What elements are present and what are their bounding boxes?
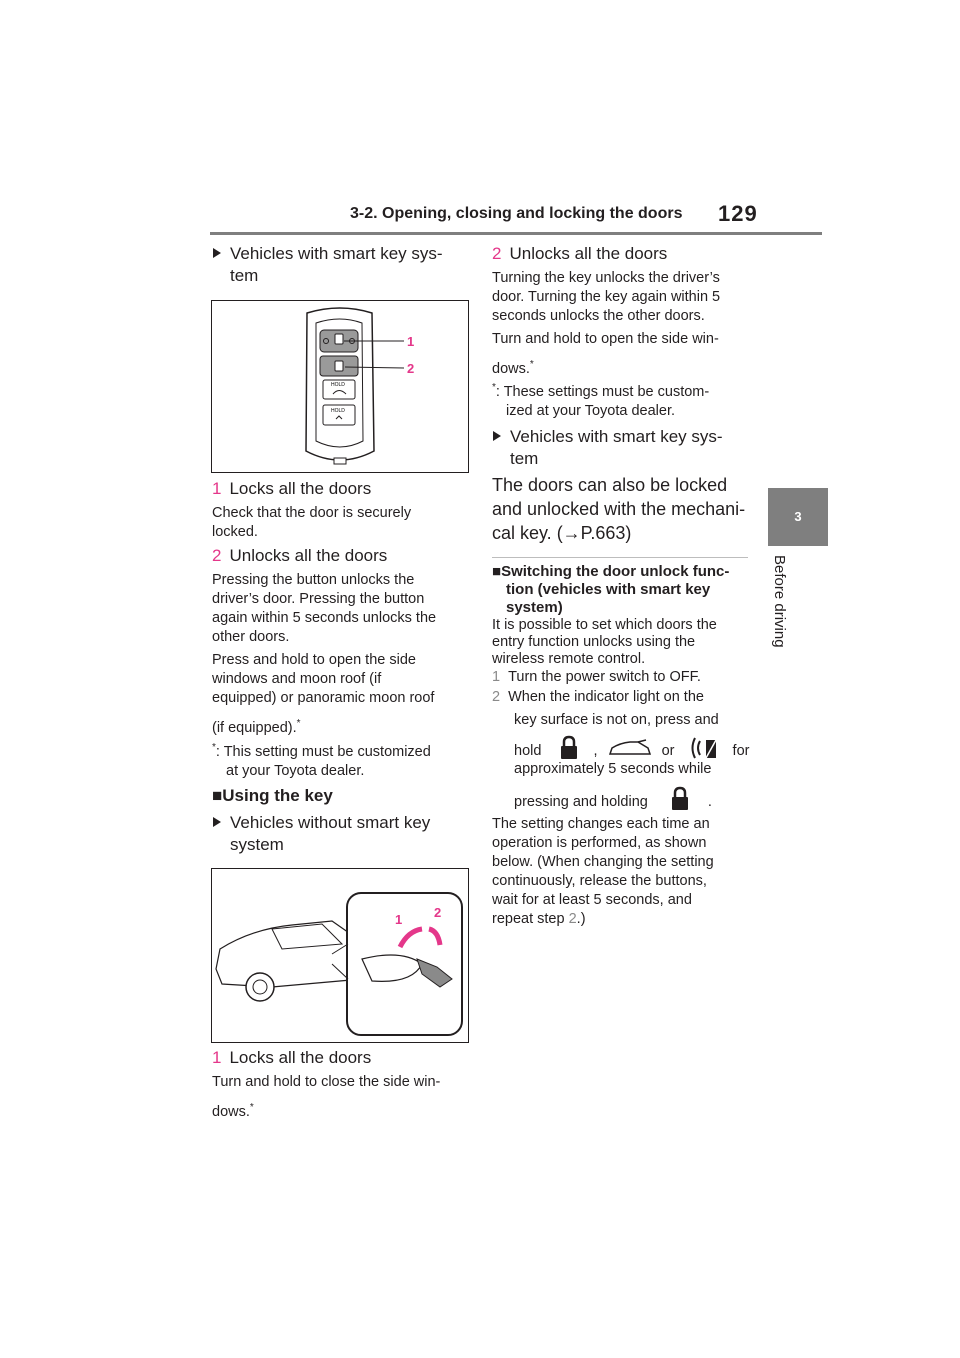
square-bullet-icon: ■ [492, 563, 502, 580]
lock-icon [666, 786, 694, 812]
key-fob-illustration [212, 301, 468, 472]
callout-2: 2 [407, 361, 415, 376]
arrow-bullet-icon [213, 248, 221, 258]
mechanical-key-figure [211, 868, 469, 1043]
list-item-2-buttons: hold , or for [514, 735, 749, 761]
arrow-bullet-icon [213, 817, 221, 827]
header-rule [210, 232, 822, 235]
section-divider [492, 557, 748, 558]
door-key-illustration [212, 869, 468, 1042]
hold-label: HOLD [331, 408, 345, 414]
list-item-2-duration: approximately 5 seconds while [514, 761, 712, 777]
chapter-tab: 3 [768, 488, 828, 546]
step-lock: 1 Locks all the doors [212, 479, 372, 498]
step-lock-text: Check that the door is securely locked. [212, 505, 412, 540]
window-icon [689, 736, 719, 760]
page-number: 129 [718, 201, 758, 226]
step-unlock-text2: Press and hold to open the side windows and moon roof (if equipped) or panoramic moon roof (if equipped).* [212, 652, 435, 736]
lock-icon [555, 735, 583, 761]
subheading-switching: ■Switching the door unlock func- tion (vehicles with smart key system) [492, 563, 730, 616]
step-unlock: 2 Unlocks all the doors [212, 546, 388, 565]
list-item-2: 2 When the indicator light on the key surface is not on, press and [492, 689, 719, 728]
step-unlock-text: Pressing the button unlocks the driver’s door. Pressing the button again within 5 seconds unlocks the other doors. [212, 572, 437, 645]
switching-intro: It is possible to set which doors the entry function unlocks using the wireless remote control. [492, 617, 717, 667]
step-key-unlock: 2 Unlocks all the doors [492, 244, 668, 263]
chapter-label: Before driving [771, 555, 788, 648]
mechanical-key-paragraph: The doors can also be locked and unlocked with the mechani- cal key. (→P.663) [492, 475, 746, 543]
step-key-lock: 1 Locks all the doors [212, 1048, 372, 1067]
square-bullet-icon: ■ [212, 786, 223, 805]
section-title: 3-2. Opening, closing and locking the doors [350, 205, 683, 222]
callout-1: 1 [395, 912, 403, 927]
step-key-lock-text: Turn and hold to close the side win- dows.* [212, 1074, 441, 1120]
trunk-icon [608, 739, 652, 757]
step-key-unlock-text2: Turn and hold to open the side win- dows.* [492, 331, 719, 377]
step-key-unlock-text: Turning the key unlocks the driver’s door. Turning the key again within 5 seconds unlocks the other doors. [492, 270, 721, 324]
list-item-2-pressing: pressing and holding . [514, 786, 712, 812]
callout-2: 2 [434, 905, 442, 920]
closing-paragraph: The setting changes each time an operation is performed, as shown below. (When changing the setting continuously, release the buttons, wait for at least 5 seconds, and repeat step 2.) [492, 816, 714, 927]
footnote-left: *: This setting must be customized at your Toyota dealer. [212, 742, 431, 779]
heading-no-smart-key: Vehicles without smart key system [213, 812, 430, 856]
heading-smart-key: Vehicles with smart key sys- tem [213, 243, 443, 287]
footnote-right: *: These settings must be custom- ized at your Toyota dealer. [492, 382, 710, 419]
list-item-1: 1 Turn the power switch to OFF. [492, 669, 701, 685]
subheading-using-key: ■Using the key [212, 786, 333, 805]
hold-label: HOLD [331, 382, 345, 388]
callout-1: 1 [407, 334, 415, 349]
key-fob-figure [211, 300, 469, 473]
arrow-bullet-icon [493, 431, 501, 441]
heading-smart-key-right: Vehicles with smart key sys- tem [493, 426, 723, 470]
